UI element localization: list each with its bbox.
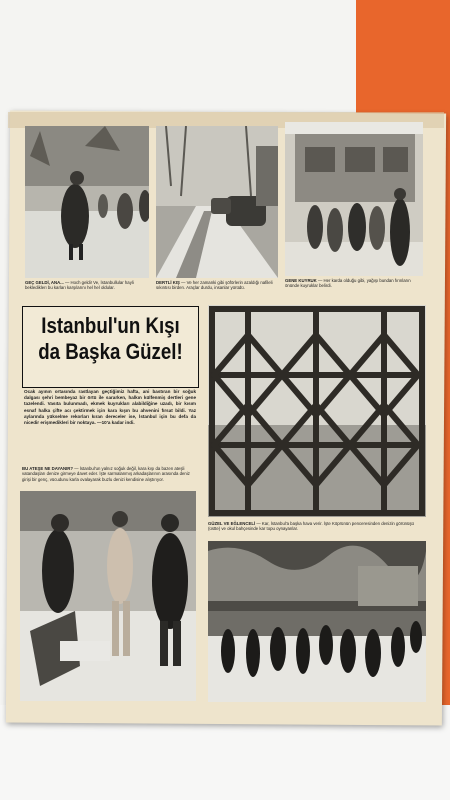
man-rubbing-snow-photo [20, 491, 196, 701]
caption-2 [156, 280, 278, 291]
caption-2-text: — Ve her zamanki gibi şöförlerin azaldığı nafileli sıkıntısı birden. Araçlar durdu, insanlar yürüdü. [156, 280, 273, 291]
caption-4 [22, 466, 197, 482]
headline-line-2: da Başka Güzel! [38, 339, 183, 364]
caption-3 [285, 278, 423, 289]
caption-5-text: — Kar, İstanbul'a başka hava verir. İşte Köprünün penceresinden denizin görünüşü (üstte) ve okul bahçesinde kar topu oynayanlar. [208, 521, 414, 532]
caption-2-title: DERTLİ KIŞ [156, 280, 180, 285]
window-grille-photo [208, 305, 426, 517]
caption-1-text: — Hoch geldi! Ve, İstanbullular hayli beklediklerı bu karları karşılarını hel hel oldular. [25, 280, 134, 291]
headline-line-1: Istanbul'un Kışı [41, 313, 180, 338]
headline-box [22, 306, 199, 388]
caption-3-title: GENE KUYRUK [285, 278, 317, 283]
bread-queue-photo [285, 122, 423, 276]
caption-1 [25, 280, 149, 291]
caption-3-text: — Her karda olduğu gibi, yağışı bundan fırınların önünde kuyruklar belirdi. [285, 278, 411, 289]
caption-4-text: — İstanbul'un yalnız soğuk değil, kara kışı da bazen ateşli vatandaşları denize girmeye davet eder. İşte sarmalanmış arkadaşlarının arasında deniz girişi bir genç, vücudunu karla ovalayarak buzlu denizi kendisine alıştırıyor. [22, 466, 190, 482]
caption-5-title: GÜZEL VE EĞLENCELİ [208, 521, 256, 526]
caption-1-title: GEÇ GELDİ, ANA... [25, 280, 64, 285]
snowball-fight-photo [208, 541, 426, 702]
woman-walking-in-snow-photo [25, 126, 149, 278]
headline [36, 313, 185, 365]
caption-4-title: BU ATEŞE NE DAYANIR? [22, 466, 74, 471]
snowy-street-cars-photo [156, 126, 278, 278]
article-body: Ocak ayının ortasında rastlayan geçtiğimiz hafta, ani bastıran bir soğuk dalgası şehri bembeyaz bir örtü ile sararken, halkın külfenmiş dertleri gene tazelendi. Vasıta bulunmadı, ekmek kuyrukları alabildiğine uzadı, bir kısım esnaf halka çifte acı çektirmek için kara kışın bu ahvenini fırsat bildi. Yaz aylarında yükselme rekorları kıran dereceler ise, İstanbul için bu defa da nicedir erişmedikleri bir noktaya. —10'a kadar indi. [24, 389, 196, 426]
caption-5 [208, 521, 426, 532]
